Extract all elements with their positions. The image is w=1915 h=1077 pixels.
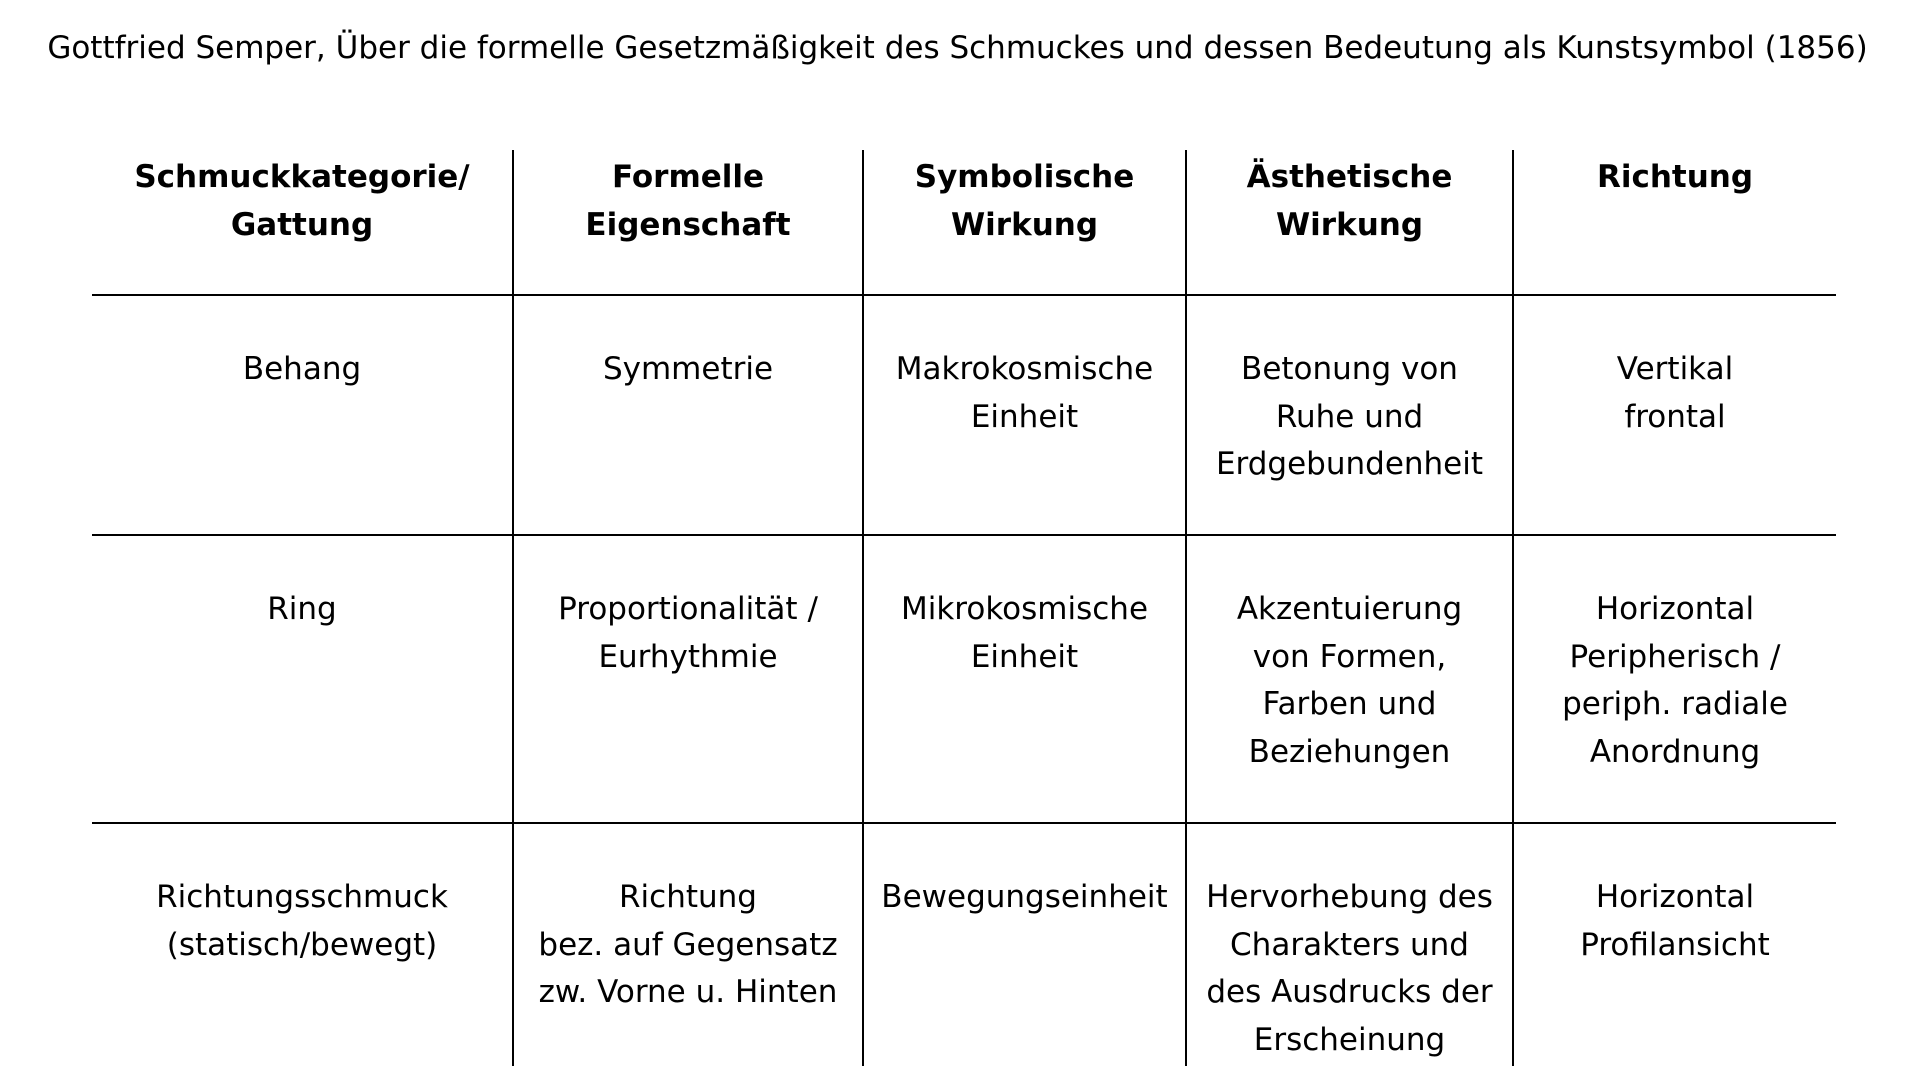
page-title: Gottfried Semper, Über die formelle Gesetzmäßigkeit des Schmuckes und dessen Bedeutung als Kunstsymbol (1856) xyxy=(47,30,1868,66)
row-divider xyxy=(92,294,1836,296)
header-cell-direction: Richtung xyxy=(1596,159,1754,195)
semper-table xyxy=(92,150,1836,1066)
table-cell: Proportionalität / Eurhythmie xyxy=(558,591,818,675)
row-divider xyxy=(92,822,1836,824)
table-cell: Makrokosmische Einheit xyxy=(895,351,1154,435)
table-cell: Symmetrie xyxy=(602,351,774,387)
table-cell: Ring xyxy=(267,591,337,627)
table-cell: Horizontal Peripherisch / periph. radiale Anordnung xyxy=(1562,591,1788,770)
table-cell: Vertikal frontal xyxy=(1616,351,1734,435)
table-cell: Horizontal Profilansicht xyxy=(1580,879,1770,963)
table-cell: Richtungsschmuck (statisch/bewegt) xyxy=(156,879,448,963)
row-divider xyxy=(92,534,1836,536)
table-cell: Hervorhebung des Charakters und des Ausdrucks der Erscheinung xyxy=(1206,879,1493,1058)
table-cell: Mikrokosmische Einheit xyxy=(900,591,1149,675)
header-cell-formal-property: Formelle Eigenschaft xyxy=(585,159,791,243)
header-cell-aesthetic-effect: Ästhetische Wirkung xyxy=(1246,159,1453,243)
header-cell-symbolic-effect: Symbolische Wirkung xyxy=(914,159,1135,243)
table-cell: Richtung bez. auf Gegensatz zw. Vorne u. Hinten xyxy=(538,879,838,1010)
table-cell: Betonung von Ruhe und Erdgebundenheit xyxy=(1215,351,1484,482)
table-cell: Bewegungseinheit xyxy=(881,879,1168,915)
header-cell-category: Schmuckkategorie/ Gattung xyxy=(134,159,470,243)
table-cell: Behang xyxy=(242,351,362,387)
table-cell: Akzentuierung von Formen, Farben und Beziehungen xyxy=(1236,591,1463,770)
